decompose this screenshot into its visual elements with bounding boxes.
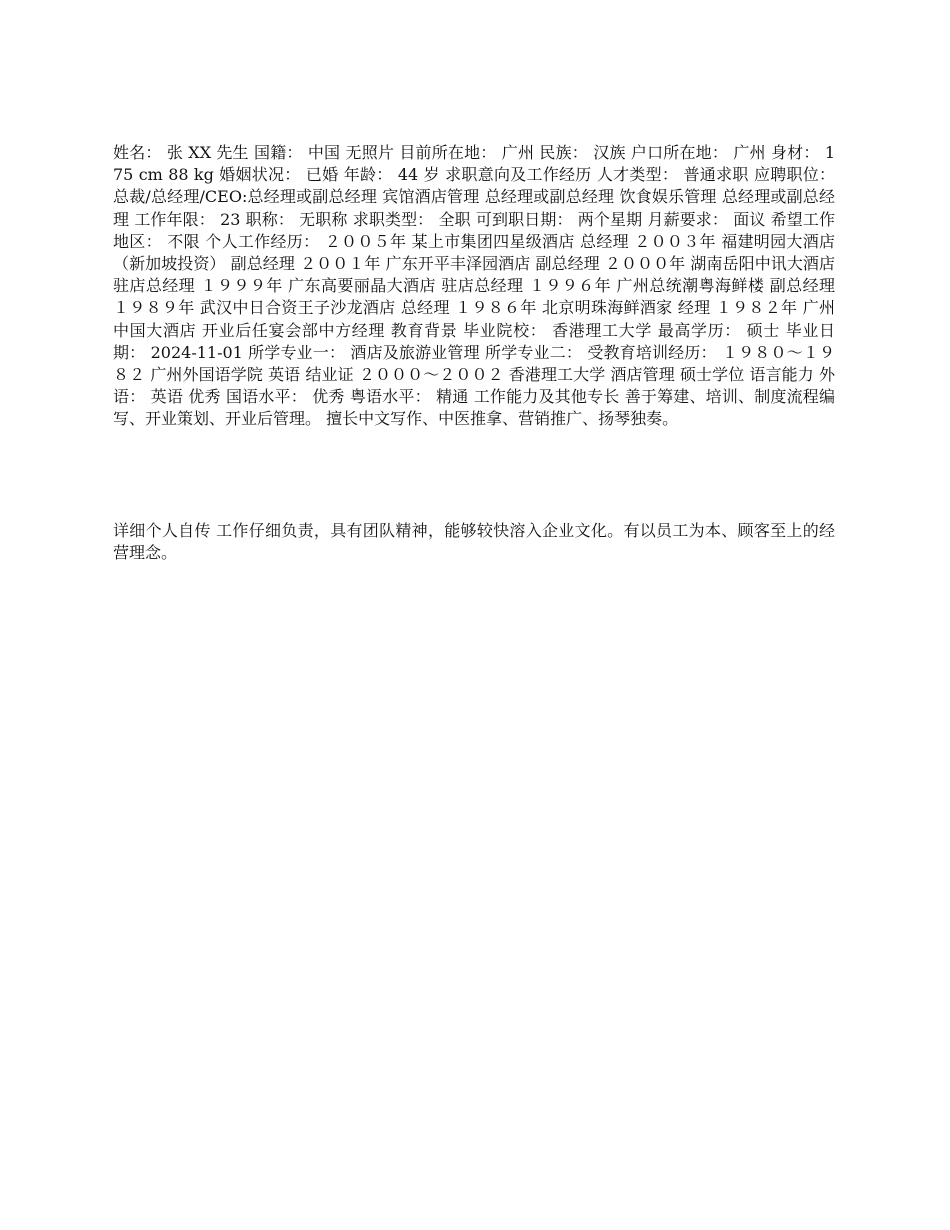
resume-details-paragraph: 姓名： 张 XX 先生 国籍： 中国 无照片 目前所在地： 广州 民族： 汉族 户口所在地： 广州 身材： 175 cm 88 kg 婚姻状况： 已婚 年龄： 44 岁 求职意向及工作经历 人才类型： 普通求职 应聘职位： 总裁/总经理/CEO:总经理或副总经理 宾馆酒店管理 总经理或副总经理 饮食娱乐管理 总经理或副总经理 工作年限： 23 职称： 无职称 求职类型： 全职 可到职日期： 两个星期 月薪要求： 面议 希望工作地区： 不限 个人工作经历： ２００５年 某上市集团四星级酒店 总经理 ２００３年 福建明园大酒店（新加坡投资） 副总经理 ２００１年 广东开平丰泽园酒店 副总经理 ２０００年 湖南岳阳中讯大酒店 驻店总经理 １９９９年 广东高要丽晶大酒店 驻店总经理 １９９６年 广州总统潮粤海鲜楼 副总经理 １９８９年 武汉中日合资王子沙龙酒店 总经理 １９８６年 北京明珠海鲜酒家 经理 １９８２年 广州中国大酒店 开业后任宴会部中方经理 教育背景 毕业院校： 香港理工大学 最高学历： 硕士 毕业日期： 2024-11-01 所学专业一： 酒店及旅游业管理 所学专业二： 受教育培训经历： １９８０～１９８２ 广州外国语学院 英语 结业证 ２０００～２００２ 香港理工大学 酒店管理 硕士学位 语言能力 外语： 英语 优秀 国语水平： 优秀 粤语水平： 精通 工作能力及其他专长 善于筹建、培训、制度流程编写、开业策划、开业后管理。 擅长中文写作、中医推拿、营销推广、扬琴独奏。: [113, 143, 835, 429]
self-introduction-paragraph: 详细个人自传 工作仔细负责，具有团队精神，能够较快溶入企业文化。有以员工为本、顾客至上的经营理念。: [113, 521, 835, 563]
